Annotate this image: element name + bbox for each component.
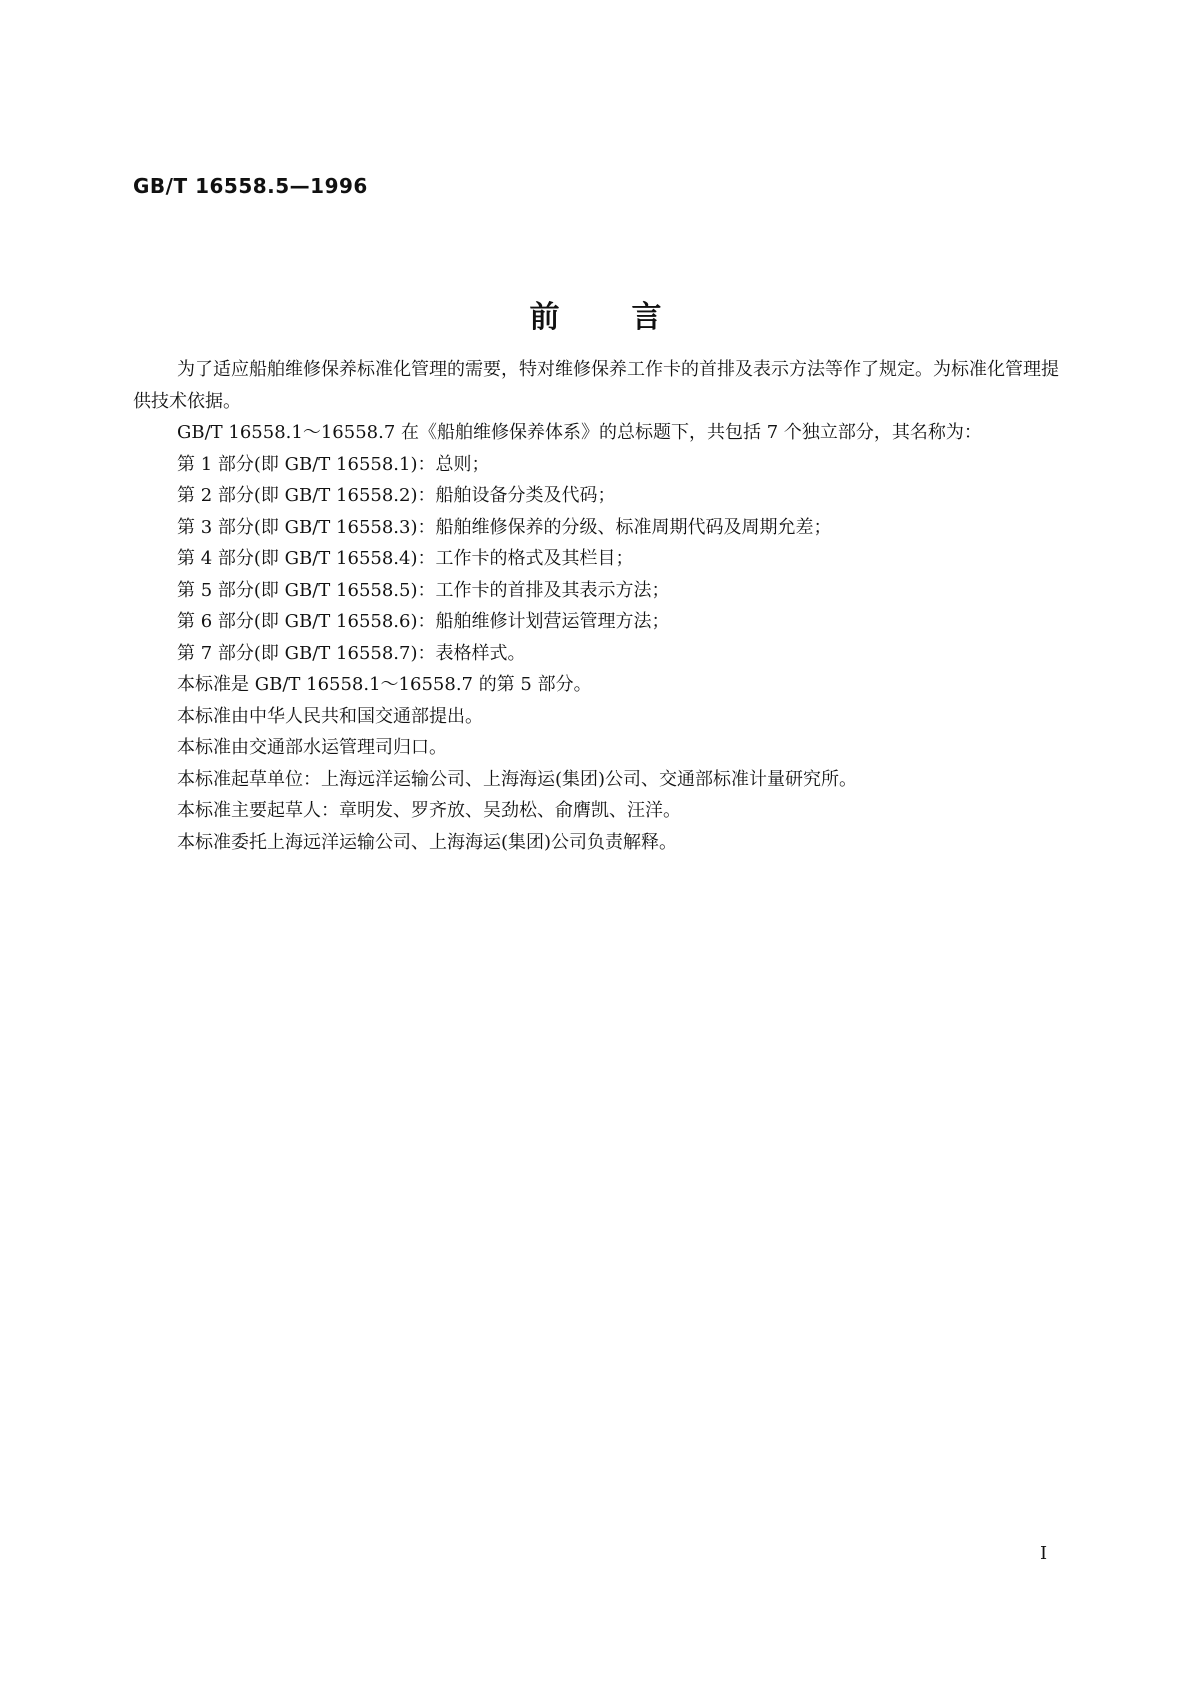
paragraph-part-6: 第 6 部分(即 GB/T 16558.6)：船舶维修计划营运管理方法；	[177, 611, 670, 632]
paragraph-part-1: 第 1 部分(即 GB/T 16558.1)：总则；	[177, 453, 490, 475]
paragraph-part-5: 第 5 部分(即 GB/T 16558.5)：工作卡的首排及其表示方法；	[177, 579, 670, 601]
paragraph-interpretation: 本标准委托上海远洋运输公司、上海海运(集团)公司负责解释。	[177, 831, 678, 853]
page-number: I	[1040, 1543, 1048, 1564]
paragraph-centralized-by: 本标准由交通部水运管理司归口。	[177, 737, 447, 758]
paragraph-part-2: 第 2 部分(即 GB/T 16558.2)：船舶设备分类及代码；	[177, 485, 616, 506]
paragraph-drafting-units: 本标准起草单位：上海远洋运输公司、上海海运(集团)公司、交通部标准计量研究所。	[177, 768, 858, 790]
paragraph-purpose: 为了适应船舶维修保养标准化管理的需要，特对维修保养工作卡的首排及表示方法等作了规定。为标准化管理提供技术依据。	[133, 359, 1059, 412]
standard-code: GB/T 16558.5—1996	[133, 174, 368, 198]
paragraph-part-3: 第 3 部分(即 GB/T 16558.3)：船舶维修保养的分级、标准周期代码及周期允差；	[177, 516, 832, 538]
paragraph-series-intro: GB/T 16558.1～16558.7 在《船舶维修保养体系》的总标题下，共包括 7 个独立部分，其名称为：	[177, 422, 982, 443]
foreword-body	[133, 354, 1073, 858]
paragraph-proposed-by: 本标准由中华人民共和国交通部提出。	[177, 705, 483, 727]
page-title: 前言	[529, 300, 734, 335]
paragraph-drafters: 本标准主要起草人：章明发、罗齐放、吴劲松、俞膺凯、汪洋。	[177, 800, 681, 821]
paragraph-part-7: 第 7 部分(即 GB/T 16558.7)：表格样式。	[177, 642, 526, 664]
paragraph-part-4: 第 4 部分(即 GB/T 16558.4)：工作卡的格式及其栏目；	[177, 548, 634, 569]
paragraph-this-standard: 本标准是 GB/T 16558.1～16558.7 的第 5 部分。	[177, 674, 592, 695]
